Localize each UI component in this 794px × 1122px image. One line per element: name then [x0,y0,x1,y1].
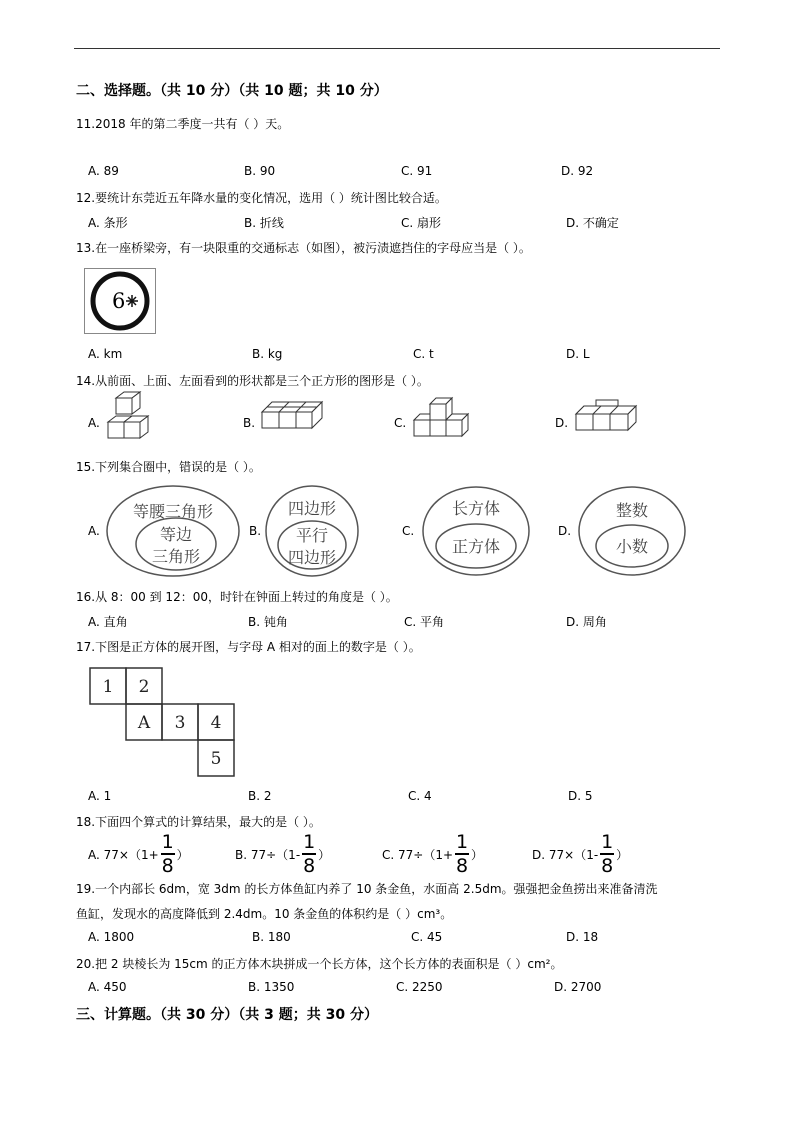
option-a[interactable]: A. 89 [88,164,119,178]
net-cell-5: 5 [210,749,222,769]
option-b[interactable]: B. 1350 [248,980,295,994]
option-a[interactable]: A. 77×（1+ $\frac{1}{8}$ ） [88,831,189,877]
option-b[interactable]: B. kg [252,347,283,361]
cube-net-figure [90,668,236,778]
option-d[interactable]: D. [558,524,572,538]
question-19-line-1: 19.一个内部长 6dm，宽 3dm 的长方体鱼缸内养了 10 条金鱼，水面高 2.5dm。强强把金鱼捞出来准备清洗 [76,882,658,896]
options-q19 [88,930,688,946]
option-a[interactable]: A. 450 [88,980,127,994]
fraction-one-eighth: $\frac{1}{8}$ [161,831,174,877]
option-c[interactable]: C. t [413,347,434,361]
net-cell-a: A [137,713,151,733]
question-12: 12.要统计东莞近五年降水量的变化情况，选用（ ）统计图比较合适。 [76,191,447,205]
question-13: 13.在一座桥梁旁，有一块限重的交通标志（如图），被污渍遮挡住的字母应当是（ ）。 [76,241,531,255]
option-c[interactable]: C. 77÷（1+ $\frac{1}{8}$ ） [382,831,484,877]
options-q16 [88,613,688,629]
option-b[interactable]: B. 折线 [244,216,284,230]
venn-c-outer-label: 长方体 [451,499,501,518]
option-c[interactable]: C. 45 [411,930,443,944]
fraction-one-eighth: $\frac{1}{8}$ [455,831,469,877]
venn-b-inner-label-1: 平行 [295,526,329,545]
cube-figure-b [258,400,326,444]
option-d[interactable]: D. 2700 [554,980,602,994]
options-q13 [88,347,688,363]
option-b[interactable]: B. 77÷（1- $\frac{1}{8}$ ） [235,831,331,877]
option-c[interactable]: C. 2250 [396,980,443,994]
venn-a-outer-label: 等腰三角形 [132,502,214,521]
fraction-one-eighth: $\frac{1}{8}$ [303,831,316,877]
option-b[interactable]: B. 180 [252,930,291,944]
option-d[interactable]: D. 18 [566,930,599,944]
options-q20 [88,980,688,996]
section-title-choice: 二、选择题。（共 10 分）（共 10 题；共 10 分） [76,83,388,99]
section-title-calculation: 三、计算题。（共 30 分）（共 3 题；共 30 分） [76,1007,378,1023]
question-18: 18.下面四个算式的计算结果，最大的是（ ）。 [76,815,321,829]
option-a[interactable]: A. [88,416,100,430]
option-d[interactable]: D. 92 [561,164,594,178]
option-b[interactable]: B. 钝角 [248,615,288,629]
option-c[interactable]: C. [402,524,415,538]
option-a[interactable]: A. 1 [88,789,112,803]
venn-diagram-d [576,484,690,580]
venn-b-outer-label: 四边形 [287,499,337,518]
venn-b-inner-label-2: 四边形 [287,548,337,567]
question-20: 20.把 2 块棱长为 15cm 的正方体木块拼成一个长方体，这个长方体的表面积是（ ）cm²。 [76,957,563,971]
net-cell-1: 1 [102,677,114,697]
option-a[interactable]: A. 条形 [88,216,128,230]
venn-a-inner-label-1: 等边 [159,525,193,544]
venn-a-inner-label-2: 三角形 [151,547,201,566]
options-q17 [88,789,688,805]
option-b[interactable]: B. [243,416,256,430]
cube-figure-d [572,400,642,444]
option-c[interactable]: C. 扇形 [401,216,442,230]
option-a[interactable]: A. [88,524,100,538]
option-b[interactable]: B. 90 [244,164,276,178]
options-q12 [88,214,688,230]
option-a[interactable]: A. 1800 [88,930,135,944]
question-17: 17.下图是正方体的展开图，与字母 A 相对的面上的数字是（ ）。 [76,640,421,654]
net-cell-3: 3 [174,713,186,733]
venn-diagram-a [104,484,244,580]
option-d[interactable]: D. L [566,347,590,361]
cube-figure-c [410,396,480,444]
options-q11 [88,164,688,180]
option-c[interactable]: C. 4 [408,789,432,803]
option-d[interactable]: D. 周角 [566,615,607,629]
net-cell-2: 2 [138,677,150,697]
question-16: 16.从 8：00 到 12：00，时针在钟面上转过的角度是（ ）。 [76,590,398,604]
option-c[interactable]: C. 平角 [404,615,445,629]
net-cell-4: 4 [210,713,222,733]
option-b[interactable]: B. [249,524,262,538]
cube-figure-a [104,392,166,444]
option-d[interactable]: D. 5 [568,789,593,803]
option-c[interactable]: C. [394,416,407,430]
fraction-one-eighth: $\frac{1}{8}$ [601,831,614,877]
weight-limit-sign-figure [84,268,156,334]
venn-d-outer-label: 整数 [615,501,649,520]
question-19-line-2: 鱼缸，发现水的高度降低到 2.4dm。10 条金鱼的体积约是（ ）cm³。 [76,907,453,921]
venn-d-inner-label: 小数 [615,537,649,556]
venn-diagram-c [420,484,534,580]
option-c[interactable]: C. 91 [401,164,433,178]
venn-c-inner-label: 正方体 [451,537,501,556]
option-d[interactable]: D. 不确定 [566,216,619,230]
stain-icon [126,295,138,307]
question-14: 14.从前面、上面、左面看到的形状都是三个正方形的图形是（ ）。 [76,374,429,388]
question-15: 15.下列集合圈中，错误的是（ ）。 [76,460,261,474]
option-a[interactable]: A. 直角 [88,615,128,629]
top-rule [74,48,720,49]
sign-number: 6 [112,289,126,313]
option-b[interactable]: B. 2 [248,789,272,803]
option-d[interactable]: D. 77×（1- $\frac{1}{8}$ ） [532,831,629,877]
venn-diagram-b [262,484,362,580]
option-a[interactable]: A. km [88,347,123,361]
question-11: 11.2018 年的第二季度一共有（ ）天。 [76,117,290,131]
option-d[interactable]: D. [555,416,569,430]
